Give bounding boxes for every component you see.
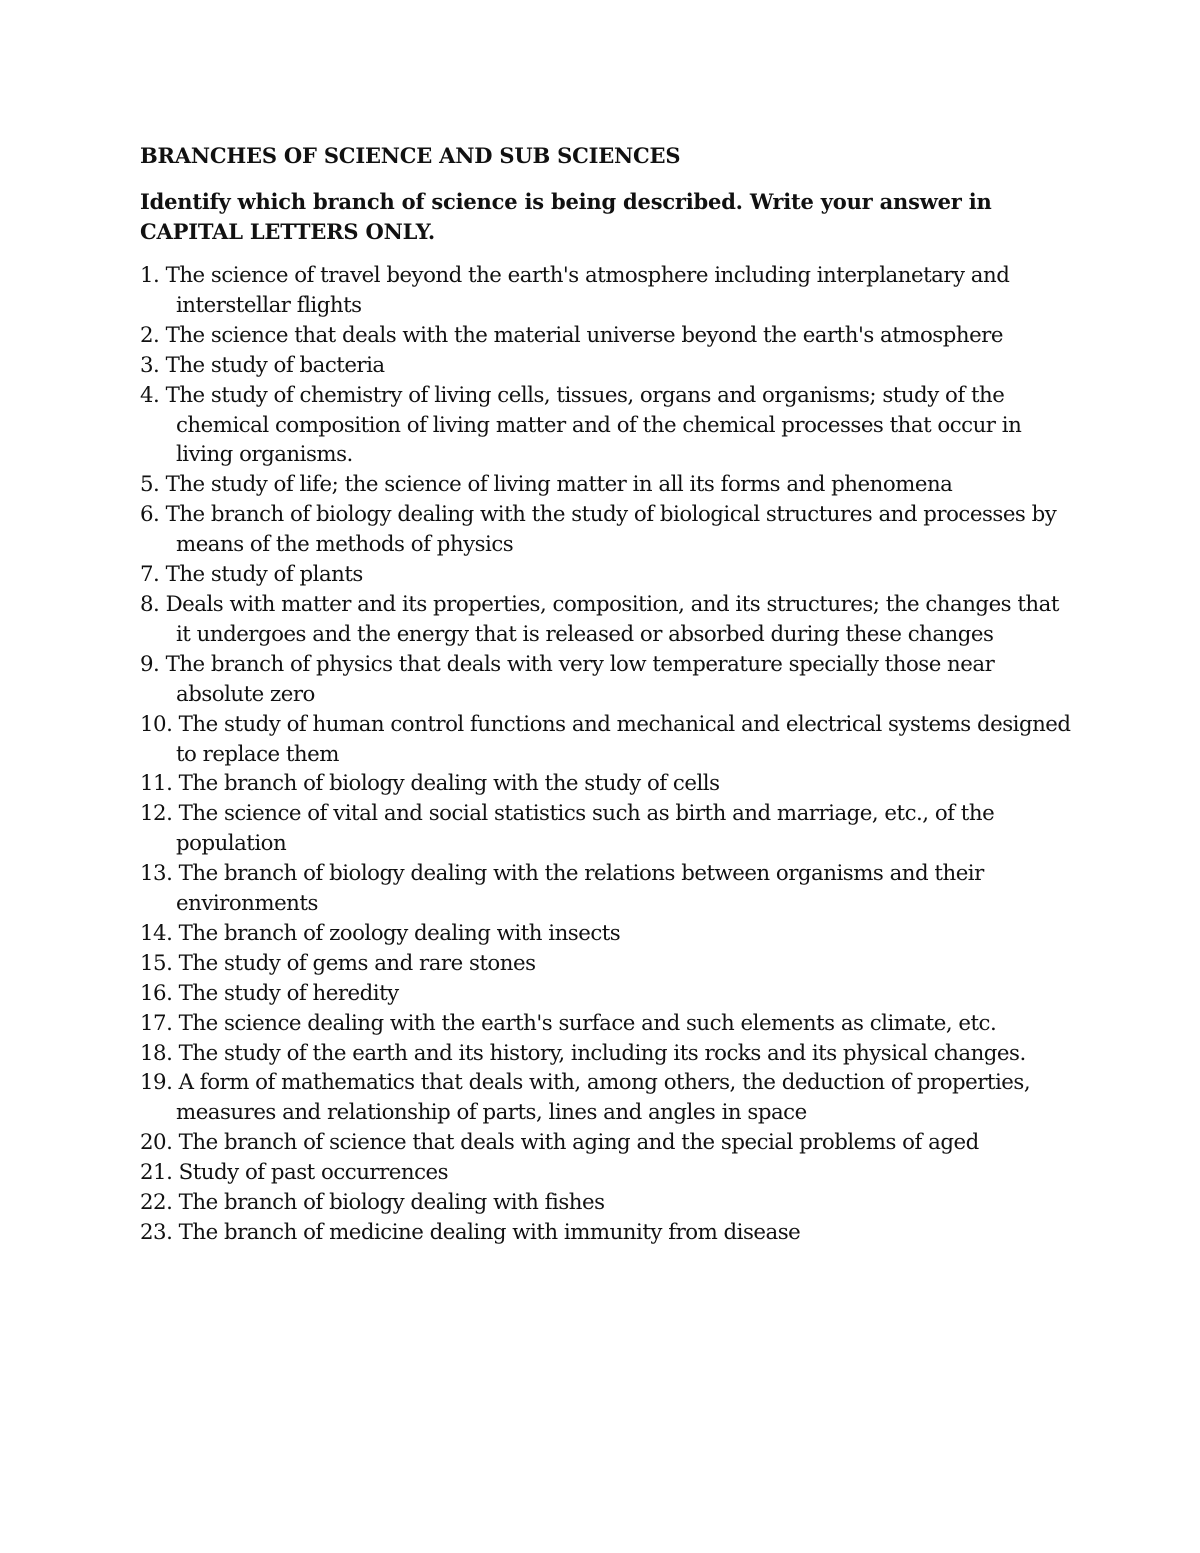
item-number: 12.: [140, 801, 173, 827]
list-item: [140, 1128, 1075, 1158]
list-item: [140, 261, 1075, 321]
item-text: The branch of physics that deals with very low temperature specially those near absolute zero: [165, 651, 995, 707]
item-number: 20.: [140, 1130, 173, 1156]
item-number: 3.: [140, 352, 160, 378]
item-number: 9.: [140, 651, 160, 677]
item-number: 4.: [140, 382, 160, 408]
list-item: [140, 769, 1075, 799]
item-number: 21.: [140, 1160, 173, 1186]
list-item: [140, 710, 1075, 770]
list-item: [140, 650, 1075, 710]
list-item: [140, 1009, 1075, 1039]
list-item: [140, 590, 1075, 650]
list-item: [140, 1039, 1075, 1069]
item-number: 17.: [140, 1010, 173, 1036]
item-text: The study of bacteria: [165, 352, 385, 378]
instructions: Identify which branch of science is being described. Write your answer in CAPITAL LETTERS ONLY.: [140, 189, 992, 244]
list-item: [140, 859, 1075, 919]
item-text: The science dealing with the earth's surface and such elements as climate, etc.: [178, 1010, 997, 1036]
list-item: [140, 470, 1075, 500]
item-number: 5.: [140, 472, 160, 498]
item-text: The branch of biology dealing with the study of biological structures and processes by means of the methods of physics: [165, 502, 1057, 558]
list-item: [140, 979, 1075, 1009]
item-number: 19.: [140, 1070, 173, 1096]
item-number: 2.: [140, 322, 160, 348]
item-number: 14.: [140, 920, 173, 946]
item-text: The science that deals with the material universe beyond the earth's atmosphere: [165, 322, 1003, 348]
question-list: [140, 261, 1075, 1248]
item-number: 10.: [140, 711, 173, 737]
document-title: BRANCHES OF SCIENCE AND SUB SCIENCES: [140, 143, 681, 168]
list-item: [140, 919, 1075, 949]
item-text: The branch of science that deals with aging and the special problems of aged: [178, 1130, 979, 1156]
item-text: The study of gems and rare stones: [178, 950, 536, 976]
item-text: Deals with matter and its properties, composition, and its structures; the changes that it undergoes and the energy that is released or absorbed during these changes: [165, 591, 1059, 647]
item-number: 22.: [140, 1190, 173, 1216]
item-text: The branch of biology dealing with fishes: [178, 1190, 605, 1216]
item-text: The study of life; the science of living matter in all its forms and phenomena: [165, 472, 953, 498]
item-number: 15.: [140, 950, 173, 976]
item-number: 7.: [140, 562, 160, 588]
item-number: 8.: [140, 591, 160, 617]
list-item: [140, 321, 1075, 351]
list-item: [140, 1188, 1075, 1218]
item-number: 16.: [140, 980, 173, 1006]
item-text: The study of plants: [165, 562, 363, 588]
list-item: [140, 949, 1075, 979]
item-text: The study of human control functions and mechanical and electrical systems designed to replace them: [176, 711, 1071, 767]
item-text: The study of heredity: [178, 980, 399, 1006]
item-text: The study of chemistry of living cells, tissues, organs and organisms; study of the chemical composition of living matter and of the chemical processes that occur in living organisms.: [165, 382, 1022, 468]
item-text: The study of the earth and its history, including its rocks and its physical changes.: [178, 1040, 1026, 1066]
list-item: [140, 1218, 1075, 1248]
item-text: The science of travel beyond the earth's atmosphere including interplanetary and interstellar flights: [165, 263, 1010, 318]
item-number: 11.: [140, 771, 173, 797]
item-number: 1.: [140, 263, 160, 288]
item-text: The branch of biology dealing with the study of cells: [178, 771, 720, 797]
item-number: 6.: [140, 502, 160, 528]
item-text: The branch of medicine dealing with immunity from disease: [178, 1220, 801, 1245]
item-number: 13.: [140, 861, 173, 887]
item-text: The science of vital and social statistics such as birth and marriage, etc., of the population: [176, 801, 995, 857]
list-item: [140, 500, 1075, 560]
list-item: [140, 351, 1075, 381]
list-item: [140, 799, 1075, 859]
item-text: Study of past occurrences: [178, 1160, 449, 1186]
item-text: A form of mathematics that deals with, among others, the deduction of properties, measures and relationship of parts, lines and angles in space: [176, 1070, 1031, 1126]
item-number: 23.: [140, 1220, 173, 1245]
list-item: [140, 1158, 1075, 1188]
list-item: [140, 1068, 1075, 1128]
list-item: [140, 381, 1075, 471]
item-number: 18.: [140, 1040, 173, 1066]
item-text: The branch of biology dealing with the relations between organisms and their environments: [176, 861, 984, 917]
item-text: The branch of zoology dealing with insects: [178, 920, 621, 946]
list-item: [140, 560, 1075, 590]
